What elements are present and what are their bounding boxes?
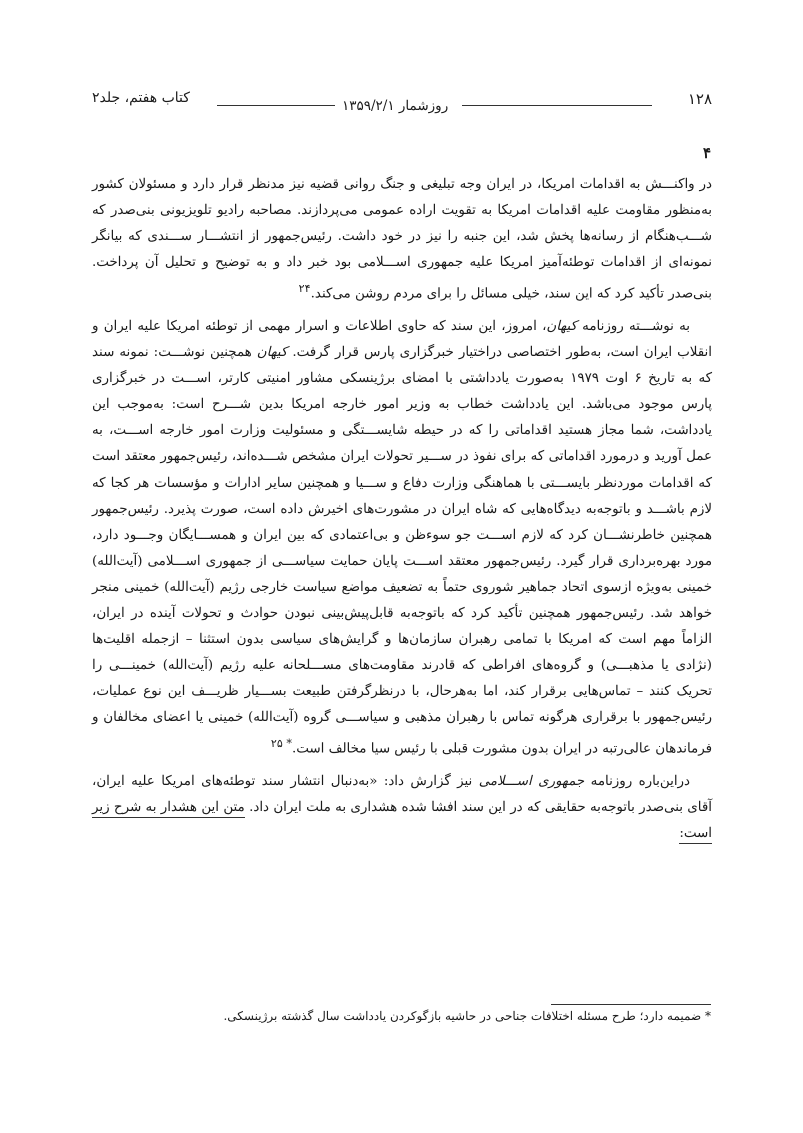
p3-last-line: متن این هشدار به شرح زیر است:: [92, 800, 712, 844]
paragraph-1-text: در واکنـــش به اقدامات امریکا، در ایران وجه تبلیغی و جنگ روانی قضیه نیز مدنظر قرار دارد و مسئولان کشور به‌منظور مقاومت علیه اقدامات امریکا به تقویت اراده عمومی می‌پردازند. مصاحبه رادیو تلویزیونی بنی‌صدر که شـــب‌هنگام از رسانه‌ها پخش شد، این جنبه را نیز در خود داشت. رئیس‌جمهور از انتشـــار ســـندی که بیانگر نمونه‌ای از اقدامات توطئه‌آمیز امریکا علیه جمهوری اســـلامی بود خبر داد و به توضیح و تحلیل آن پرداخت. بنی‌صدر تأکید کرد که این سند، خیلی مسائل را برای مردم روشن می‌کند.: [92, 177, 712, 302]
running-header: [92, 90, 712, 118]
body-text: [92, 172, 712, 853]
header-rule-right: [462, 105, 652, 106]
page-number: ۱۲۸: [687, 90, 712, 108]
footnote-separator: [551, 1004, 711, 1005]
p2-part1: به نوشـــته روزنامه: [576, 318, 690, 334]
p2-part2: ، امروز، این سند که حاوی اطلاعات و اسرار مهمی از توطئه امریکا علیه ایران و انقلاب ایران است، به‌طور اختصاصی دراختیار خبرگزاری پارس قرار گرفت.: [92, 318, 712, 361]
p3-part2: نیز گزارش داد: «به‌دنبال انتشار سند توطئه‌های امریکا علیه ایران، آقای بنی‌صدر باتوجه‌به حقایقی که در این سند افشا شده هشداری به ملت ایران داد.: [92, 774, 712, 816]
reference-25: * ۲۵: [270, 737, 293, 751]
section-number: ۴: [702, 144, 711, 162]
book-title: کتاب هفتم، جلد۲: [92, 90, 190, 106]
reference-24: ۲۴: [298, 282, 311, 296]
source-kayhan-2: کیهان: [256, 345, 288, 361]
p2-part3: همچنین نوشـــت: نمونه سند که به تاریخ ۶ اوت ۱۹۷۹ به‌صورت یادداشتی با امضای برژینسکی مشاور امنیتی کارتر، اســـت در خبرگزاری پارس موجود می‌باشد. این یادداشت خطاب به وزیر امور خارجه امریکا بدین شـــرح است: به‌موجب این یادداشت، شما مجاز هستید اقداماتی را که در حیطه شایســـتگی و مسئولیت وزارت امور خارجه اســـت، به عمل آورید و درمورد اقداماتی که برای نفوذ در ســـیر تحولات ایران مشخص شـــده‌اند، رئیس‌جمهور معتقد است که اقدامات موردنظر بایســـتی با هماهنگی وزارت دفاع و ســـیا و همچنین سایر ادارات و مؤسسات هر کجا که لازم باشـــد و باتوجه‌به دیدگاه‌هایی که شاه ایران در مشورت‌های اخیرش داده است، صورت پذیرد. رئیس‌جمهور همچنین خاطرنشـــان کرد که لازم اســـت جو سوءظن و بی‌اعتمادی که بین ایران و همســـایگان وجـــود دارد، مورد بهره‌برداری قرار گیرد. رئیس‌جمهور معتقد اســـت پایان حمایت سیاســـی از جمهوری اســـلامی (آیت‌الله) خمینی به‌ویژه ازسوی اتحاد جماهیر شوروی حتماً به تضعیف مواضع سیاست خارجی رژیم (آیت‌الله) خمینی منجر خواهد شد. رئیس‌جمهور همچنین تأکید کرد که باتوجه‌به قابل‌پیش‌بینی نبودن حوادث و تحولات آینده در ایران، الزاماً مهم است که امریکا با تمامی رهبران سازمان‌ها و گرایش‌های سیاسی بدون استثنا – ازجمله اقلیت‌ها (نژادی یا مذهبـــی) و گروه‌های افراطی که قادرند مقاومت‌های مســـلحانه علیه رژیم (آیت‌الله) خمینـــی را تحریک کنند – تماس‌هایی برقرار کند، اما به‌هرحال، با درنظرگرفتن طبیعت بســـیار ظریـــف این نوع عملیات، رئیس‌جمهور با برقراری هرگونه تماس با رهبران مذهبی و سیاســـی گروه (آیت‌الله) خمینی یا اعضای مخالفان و فرماندهان عالی‌رتبه در ایران بدون مشورت قبلی با رئیس سیا مخالف است.: [92, 345, 712, 757]
paragraph-3: [92, 769, 712, 847]
header-rule-left: [217, 105, 335, 106]
source-jomhouri: جمهوری اســـلامی: [478, 774, 585, 789]
paragraph-1: [92, 172, 712, 308]
source-kayhan-1: کیهان: [546, 318, 577, 334]
paragraph-2: [92, 314, 712, 763]
footnote: * ضمیمه دارد؛ طرح مسئله اختلافات جناحی در حاشیه بازگوکردن یادداشت سال گذشته برژینسکی.: [223, 1009, 711, 1023]
p3-part1: دراین‌باره روزنامه: [584, 774, 690, 789]
header-date: روزشمار ۱۳۵۹/۲/۱: [342, 98, 449, 114]
